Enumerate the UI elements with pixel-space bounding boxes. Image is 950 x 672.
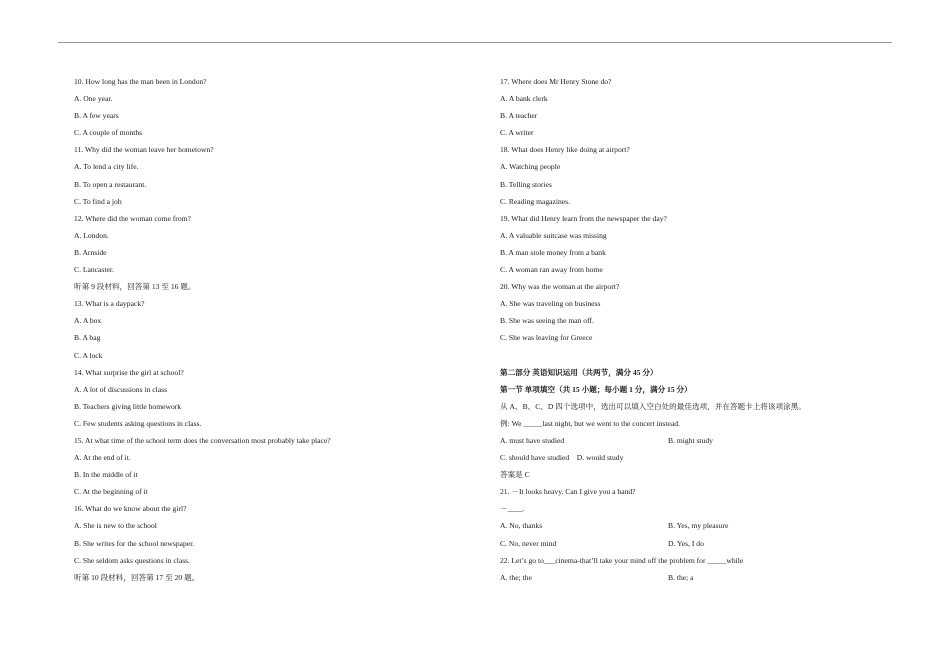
right-column (500, 73, 900, 586)
question-14-option-a: A. A lot of discussions in class (74, 384, 168, 394)
example-option-b: B. might study (668, 435, 713, 445)
question-18-option-c: C. Reading magazines. (500, 196, 571, 206)
question-12-option-a: A. London. (74, 230, 109, 240)
example-stem: 例: We _____last night, but we went to the concert instead. (500, 418, 680, 428)
question-21-blank: －____. (500, 504, 525, 514)
question-16-option-b: B. She writes for the school newspaper. (74, 538, 195, 548)
question-21-options-cd (500, 535, 900, 552)
question-11-option-c: C. To find a job (74, 196, 122, 206)
example-answer: 答案是 C (500, 470, 530, 480)
question-16-stem: 16. What do we know about the girl? (74, 504, 187, 514)
question-21-option-d: D. Yes, I do (668, 538, 704, 548)
example-options-cd: C. should have studied D. would study (500, 453, 624, 463)
question-21-options-ab (500, 517, 900, 534)
question-13-stem: 13. What is a daypack? (74, 299, 145, 309)
part-two-heading: 第二部分 英语知识运用（共两节，满分 45 分） (500, 367, 658, 377)
page-top-rule (58, 42, 892, 43)
question-17-option-a: A. A bank clerk (500, 94, 548, 104)
question-10-stem: 10. How long has the man been in London? (74, 77, 207, 86)
question-18-option-b: B. Telling stories (500, 179, 552, 189)
question-13-option-a: A. A box (74, 316, 102, 326)
question-19-stem: 19. What did Henry learn from the newspaper the day? (500, 213, 667, 223)
example-options-ab (500, 432, 900, 449)
question-18-option-a: A. Watching people (500, 162, 561, 172)
question-15-option-b: B. In the middle of it (74, 470, 138, 480)
question-11-option-b: B. To open a restaurant. (74, 179, 147, 189)
question-11-option-a: A. To lend a city life. (74, 162, 139, 172)
question-10-option-b: B. A few years (74, 111, 119, 121)
question-22-option-a: A. the; the (500, 572, 532, 582)
question-13-option-b: B. A bag (74, 333, 101, 343)
question-16-option-c: C. She seldom asks questions in class. (74, 555, 191, 565)
question-21-stem: 21. －It looks heavy. Can I give you a hand? (500, 487, 636, 497)
example-option-a: A. must have studied (500, 435, 565, 445)
question-21-option-c: C. No, never mind (500, 538, 557, 548)
question-19-option-b: B. A man stole money from a bank (500, 247, 606, 257)
question-12-option-c: C. Lancaster. (74, 265, 114, 275)
question-22-stem: 22. Let’s go to___cinema-that’ll take your mind off the problem for _____while (500, 555, 744, 565)
question-16-option-a: A. She is new to the school (74, 521, 157, 531)
question-17-option-b: B. A teacher (500, 111, 538, 121)
question-20-option-a: A. She was traveling on business (500, 299, 601, 309)
question-20-stem: 20. Why was the woman at the airport? (500, 282, 620, 292)
question-12-option-b: B. Arnside (74, 247, 107, 257)
question-15-option-a: A. At the end of it. (74, 453, 131, 463)
question-18-stem: 18. What does Henry like doing at airport? (500, 145, 630, 155)
question-21-option-b: B. Yes, my pleasure (668, 521, 729, 531)
question-15-stem: 15. At what time of the school term does the conversation most probably take place? (74, 435, 331, 445)
question-11-stem: 11. Why did the woman leave her hometown? (74, 145, 214, 155)
question-22-options-ab (500, 569, 900, 586)
question-14-option-c: C. Few students asking questions in class. (74, 418, 202, 428)
listening-material-9-instruction: 听第 9 段材料，回答第 13 至 16 题。 (74, 282, 196, 292)
section-spacer (500, 347, 900, 364)
question-13-option-c: C. A lock (74, 350, 103, 360)
question-17-option-c: C. A writer (500, 128, 534, 138)
question-14-option-b: B. Teachers giving little homework (74, 401, 182, 411)
section-instructions: 从 A、B、C、D 四个选项中，选出可以填入空白处的最佳选项，并在答题卡上将该项涂黑。 (500, 401, 806, 411)
question-22-option-b: B. the; a (668, 572, 694, 582)
listening-material-10-instruction: 听第 10 段材料，回答第 17 至 20 题。 (74, 572, 200, 582)
section-one-heading: 第一节 单项填空（共 15 小题；每小题 1 分，满分 15 分） (500, 384, 692, 394)
question-21-option-a: A. No, thanks (500, 521, 543, 531)
question-12-stem: 12. Where did the woman come from? (74, 213, 191, 223)
question-10-option-a: A. One year. (74, 94, 113, 104)
question-17-stem: 17. Where does Mr Henry Stone do? (500, 77, 612, 86)
question-15-option-c: C. At the beginning of it (74, 487, 148, 497)
question-10-option-c: C. A couple of months (74, 128, 143, 138)
question-19-option-c: C. A woman ran away from home (500, 265, 603, 275)
question-19-option-a: A. A valuable suitcase was missing (500, 230, 607, 240)
left-column (74, 73, 474, 586)
question-20-option-c: C. She was leaving for Greece (500, 333, 593, 343)
question-14-stem: 14. What surprise the girl at school? (74, 367, 184, 377)
question-20-option-b: B. She was seeing the man off. (500, 316, 594, 326)
